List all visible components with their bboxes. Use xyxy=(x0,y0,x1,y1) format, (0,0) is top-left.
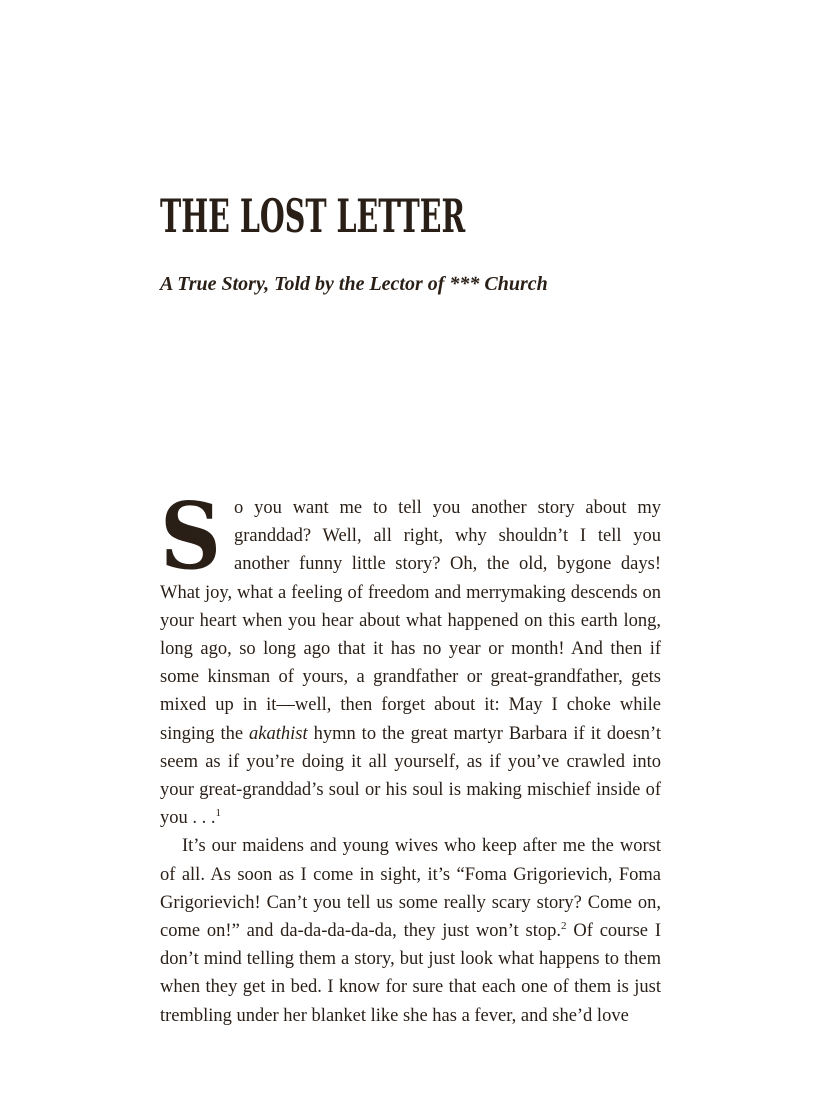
paragraph-2 xyxy=(160,832,661,1029)
chapter-title: THE LOST LETTER xyxy=(160,189,466,243)
chapter-subtitle: A True Story, Told by the Lector of *** Church xyxy=(160,273,548,295)
drop-cap: S xyxy=(160,482,222,590)
paragraph-2-text-b: Of course I don’t mind telling them a story, but just look what happens to them when they get in bed. I know for sure that each one of them is just trembling under her blanket like she has a fever, and she’d love xyxy=(160,921,661,1026)
paragraph-2-text-a: It’s our maidens and young wives who keep after me the worst of all. As soon as I come in sight, it’s “Foma Grigorievich, Foma Grigorievich! Can’t you tell us some really scary story? Come on, come on!” and da-da-da-da-da, they just won’t stop. xyxy=(160,836,661,942)
paragraph-1-text-a: o you want me to tell you another story about my granddad? Well, all right, why shouldn’t I tell you another funny little story? Oh, the old, bygone days! What joy, what a feeling of freedom and merrymaking descends on your heart when you hear about what happened on this earth long, long ago, so long ago that it has no year or month! And then if some kinsman of yours, a grandfather or great-grandfather, gets mixed up in it—well, then forget about it: May I choke while singing the xyxy=(160,498,661,744)
body-text xyxy=(160,482,661,1030)
footnote-marker-1[interactable]: 1 xyxy=(215,807,221,820)
paragraph-1-text-b: hymn to the great martyr Barbara if it doesn’t seem as if you’re doing it all yourself, as if you’ve crawled into your great-granddad’s soul or his soul is making mischief inside of you . . . xyxy=(160,723,661,829)
footnote-marker-2[interactable]: 2 xyxy=(561,919,567,932)
paragraph-1-italic: akathist xyxy=(249,723,308,744)
paragraph-1 xyxy=(160,482,661,832)
